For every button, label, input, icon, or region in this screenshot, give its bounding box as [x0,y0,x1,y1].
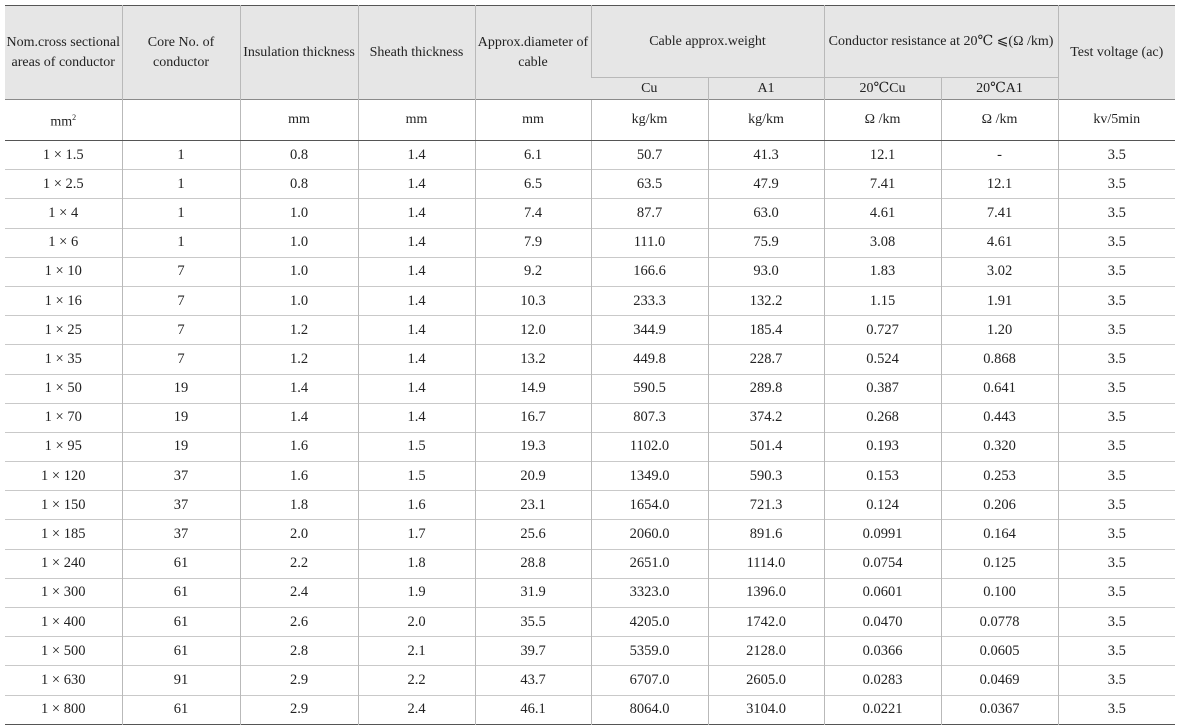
cell-res-al: 3.02 [941,257,1058,286]
table-row [5,491,1175,520]
cell-sheath: 1.7 [358,520,475,549]
cell-test-voltage: 3.5 [1058,695,1175,724]
cell-insulation: 1.0 [240,286,358,315]
cell-diameter: 6.1 [475,141,591,170]
cell-core-no: 1 [122,228,240,257]
cell-diameter: 12.0 [475,316,591,345]
cell-core-no: 1 [122,141,240,170]
cell-nom-cross: 1 × 400 [5,608,122,637]
cell-insulation: 1.2 [240,316,358,345]
cell-core-no: 61 [122,549,240,578]
cell-nom-cross: 1 × 800 [5,695,122,724]
cell-test-voltage: 3.5 [1058,257,1175,286]
cell-res-al: 0.206 [941,491,1058,520]
cell-weight-cu: 807.3 [591,403,708,432]
cell-insulation: 2.4 [240,578,358,607]
cell-weight-cu: 50.7 [591,141,708,170]
cell-res-cu: 1.83 [824,257,941,286]
cell-nom-cross: 1 × 16 [5,286,122,315]
cell-nom-cross: 1 × 6 [5,228,122,257]
cell-diameter: 20.9 [475,462,591,491]
cell-nom-cross: 1 × 10 [5,257,122,286]
cell-diameter: 10.3 [475,286,591,315]
cell-sheath: 1.4 [358,345,475,374]
cell-core-no: 7 [122,345,240,374]
cell-res-cu: 0.193 [824,432,941,461]
cell-diameter: 7.4 [475,199,591,228]
cell-nom-cross: 1 × 4 [5,199,122,228]
unit-voltage: kv/5min [1058,100,1175,141]
cell-sheath: 1.5 [358,432,475,461]
unit-weight-al: kg/km [708,100,824,141]
table-row [5,257,1175,286]
cell-insulation: 2.2 [240,549,358,578]
unit-insulation: mm [240,100,358,141]
unit-res-al: Ω /km [941,100,1058,141]
cell-res-cu: 0.153 [824,462,941,491]
cell-diameter: 28.8 [475,549,591,578]
cell-core-no: 7 [122,257,240,286]
cell-core-no: 61 [122,637,240,666]
cell-nom-cross: 1 × 1.5 [5,141,122,170]
cell-diameter: 7.9 [475,228,591,257]
cell-res-cu: 0.524 [824,345,941,374]
cell-nom-cross: 1 × 120 [5,462,122,491]
cell-weight-cu: 111.0 [591,228,708,257]
cable-spec-table-container [5,5,1175,725]
cell-res-cu: 4.61 [824,199,941,228]
cell-res-cu: 12.1 [824,141,941,170]
cell-diameter: 39.7 [475,637,591,666]
cell-res-al: 0.0778 [941,608,1058,637]
table-row [5,374,1175,403]
cell-weight-al: 721.3 [708,491,824,520]
cell-res-al: 0.164 [941,520,1058,549]
header-weight: Cable approx.weight [591,6,824,78]
table-row [5,170,1175,199]
cell-insulation: 0.8 [240,141,358,170]
cell-res-cu: 0.727 [824,316,941,345]
cell-weight-cu: 449.8 [591,345,708,374]
cell-res-al: 0.0469 [941,666,1058,695]
cell-sheath: 1.4 [358,228,475,257]
cell-test-voltage: 3.5 [1058,608,1175,637]
cell-nom-cross: 1 × 95 [5,432,122,461]
cell-test-voltage: 3.5 [1058,637,1175,666]
cell-core-no: 19 [122,432,240,461]
cell-insulation: 1.8 [240,491,358,520]
cell-insulation: 1.6 [240,432,358,461]
cell-nom-cross: 1 × 240 [5,549,122,578]
cell-res-al: 1.20 [941,316,1058,345]
cell-res-al: 0.0605 [941,637,1058,666]
cell-weight-cu: 1654.0 [591,491,708,520]
cell-nom-cross: 1 × 150 [5,491,122,520]
cell-test-voltage: 3.5 [1058,170,1175,199]
cell-core-no: 91 [122,666,240,695]
cell-weight-cu: 1349.0 [591,462,708,491]
cell-test-voltage: 3.5 [1058,432,1175,461]
cell-diameter: 19.3 [475,432,591,461]
table-body [5,141,1175,725]
cell-res-al: 0.320 [941,432,1058,461]
cell-res-al: 0.0367 [941,695,1058,724]
header-weight-cu: Cu [591,78,708,100]
cell-diameter: 9.2 [475,257,591,286]
cell-diameter: 35.5 [475,608,591,637]
cell-weight-al: 1114.0 [708,549,824,578]
cell-core-no: 1 [122,170,240,199]
cell-weight-cu: 166.6 [591,257,708,286]
cell-test-voltage: 3.5 [1058,345,1175,374]
cell-res-al: 7.41 [941,199,1058,228]
cell-weight-al: 501.4 [708,432,824,461]
cell-weight-cu: 233.3 [591,286,708,315]
cell-insulation: 2.0 [240,520,358,549]
cell-core-no: 19 [122,374,240,403]
cell-insulation: 1.6 [240,462,358,491]
cell-diameter: 31.9 [475,578,591,607]
cell-res-al: 12.1 [941,170,1058,199]
cell-res-al: 0.868 [941,345,1058,374]
table-header [5,6,1175,141]
cell-sheath: 1.4 [358,403,475,432]
table-row [5,549,1175,578]
cell-sheath: 2.4 [358,695,475,724]
cell-weight-al: 590.3 [708,462,824,491]
units-row [5,100,1175,141]
cell-nom-cross: 1 × 2.5 [5,170,122,199]
cell-res-cu: 0.0366 [824,637,941,666]
cell-diameter: 43.7 [475,666,591,695]
cell-diameter: 25.6 [475,520,591,549]
cell-weight-cu: 6707.0 [591,666,708,695]
unit-weight-cu: kg/km [591,100,708,141]
cell-core-no: 7 [122,316,240,345]
cell-res-al: 0.100 [941,578,1058,607]
cell-res-al: 0.641 [941,374,1058,403]
cell-weight-al: 891.6 [708,520,824,549]
unit-area-sup: 2 [72,112,77,122]
cell-nom-cross: 1 × 70 [5,403,122,432]
header-nom-cross: Nom.cross sectional areas of conductor [5,6,122,100]
cell-test-voltage: 3.5 [1058,520,1175,549]
cell-test-voltage: 3.5 [1058,462,1175,491]
cell-res-al: 4.61 [941,228,1058,257]
cell-weight-cu: 344.9 [591,316,708,345]
cell-weight-cu: 590.5 [591,374,708,403]
header-sheath: Sheath thickness [358,6,475,100]
cell-weight-al: 228.7 [708,345,824,374]
header-insulation: Insulation thickness [240,6,358,100]
cell-weight-al: 2605.0 [708,666,824,695]
table-row [5,316,1175,345]
header-res-al: 20℃A1 [941,78,1058,100]
unit-diameter: mm [475,100,591,141]
cell-weight-al: 132.2 [708,286,824,315]
cell-nom-cross: 1 × 500 [5,637,122,666]
cell-weight-al: 3104.0 [708,695,824,724]
cell-diameter: 16.7 [475,403,591,432]
cell-insulation: 1.0 [240,199,358,228]
cell-sheath: 1.4 [358,316,475,345]
cell-weight-al: 185.4 [708,316,824,345]
cell-core-no: 37 [122,520,240,549]
cell-insulation: 1.0 [240,257,358,286]
cell-weight-cu: 8064.0 [591,695,708,724]
unit-area-base: mm [50,114,73,130]
table-row [5,345,1175,374]
cell-weight-al: 1742.0 [708,608,824,637]
cell-test-voltage: 3.5 [1058,141,1175,170]
cell-test-voltage: 3.5 [1058,666,1175,695]
cell-diameter: 23.1 [475,491,591,520]
cell-test-voltage: 3.5 [1058,549,1175,578]
cell-core-no: 19 [122,403,240,432]
cell-sheath: 1.4 [358,257,475,286]
cell-res-cu: 0.0283 [824,666,941,695]
cell-insulation: 1.4 [240,374,358,403]
cell-test-voltage: 3.5 [1058,578,1175,607]
cell-res-cu: 0.387 [824,374,941,403]
cell-core-no: 61 [122,578,240,607]
table-row [5,141,1175,170]
cell-core-no: 37 [122,491,240,520]
cell-res-cu: 0.0470 [824,608,941,637]
cell-sheath: 1.8 [358,549,475,578]
cell-test-voltage: 3.5 [1058,286,1175,315]
header-core-no: Core No. of conductor [122,6,240,100]
table-row [5,637,1175,666]
cell-weight-cu: 5359.0 [591,637,708,666]
cell-diameter: 46.1 [475,695,591,724]
cell-test-voltage: 3.5 [1058,374,1175,403]
cell-res-cu: 1.15 [824,286,941,315]
cell-res-cu: 0.0754 [824,549,941,578]
cell-res-al: 0.125 [941,549,1058,578]
table-row [5,520,1175,549]
cell-insulation: 1.0 [240,228,358,257]
cell-test-voltage: 3.5 [1058,199,1175,228]
unit-core [122,100,240,141]
cell-weight-cu: 3323.0 [591,578,708,607]
cell-sheath: 2.1 [358,637,475,666]
cell-insulation: 2.8 [240,637,358,666]
cell-sheath: 1.5 [358,462,475,491]
cell-weight-cu: 4205.0 [591,608,708,637]
cell-res-al: 0.443 [941,403,1058,432]
cell-weight-al: 93.0 [708,257,824,286]
cell-res-cu: 3.08 [824,228,941,257]
cell-weight-al: 63.0 [708,199,824,228]
cell-res-al: - [941,141,1058,170]
table-row [5,666,1175,695]
cell-nom-cross: 1 × 630 [5,666,122,695]
cell-weight-al: 1396.0 [708,578,824,607]
cell-res-cu: 0.0221 [824,695,941,724]
cell-weight-al: 374.2 [708,403,824,432]
cell-res-cu: 7.41 [824,170,941,199]
table-row [5,578,1175,607]
cell-sheath: 1.6 [358,491,475,520]
cell-core-no: 1 [122,199,240,228]
cell-insulation: 2.6 [240,608,358,637]
unit-sheath: mm [358,100,475,141]
cell-sheath: 1.4 [358,286,475,315]
header-resistance: Conductor resistance at 20℃ ⩽(Ω /km) [824,6,1058,78]
cell-sheath: 1.4 [358,141,475,170]
cell-sheath: 1.9 [358,578,475,607]
cell-weight-al: 47.9 [708,170,824,199]
cell-test-voltage: 3.5 [1058,403,1175,432]
cell-res-cu: 0.0601 [824,578,941,607]
cell-test-voltage: 3.5 [1058,491,1175,520]
cell-res-al: 1.91 [941,286,1058,315]
cell-weight-cu: 1102.0 [591,432,708,461]
cell-weight-al: 41.3 [708,141,824,170]
cell-sheath: 1.4 [358,374,475,403]
cell-nom-cross: 1 × 185 [5,520,122,549]
table-row [5,432,1175,461]
cell-res-al: 0.253 [941,462,1058,491]
cell-core-no: 61 [122,608,240,637]
header-res-cu: 20℃Cu [824,78,941,100]
cell-diameter: 6.5 [475,170,591,199]
cell-insulation: 2.9 [240,695,358,724]
cell-diameter: 13.2 [475,345,591,374]
cell-sheath: 1.4 [358,199,475,228]
cell-nom-cross: 1 × 25 [5,316,122,345]
table-row [5,199,1175,228]
cell-test-voltage: 3.5 [1058,228,1175,257]
cell-weight-al: 75.9 [708,228,824,257]
cell-res-cu: 0.124 [824,491,941,520]
cell-weight-al: 289.8 [708,374,824,403]
cell-core-no: 37 [122,462,240,491]
cell-nom-cross: 1 × 50 [5,374,122,403]
table-row [5,695,1175,724]
cell-weight-al: 2128.0 [708,637,824,666]
cell-diameter: 14.9 [475,374,591,403]
table-row [5,228,1175,257]
table-row [5,462,1175,491]
table-row [5,608,1175,637]
cell-res-cu: 0.268 [824,403,941,432]
cell-insulation: 0.8 [240,170,358,199]
cell-weight-cu: 87.7 [591,199,708,228]
cell-insulation: 1.4 [240,403,358,432]
cell-weight-cu: 2060.0 [591,520,708,549]
table-row [5,286,1175,315]
cell-core-no: 61 [122,695,240,724]
unit-area [5,100,122,141]
cable-spec-table [5,5,1175,725]
cell-sheath: 2.2 [358,666,475,695]
table-row [5,403,1175,432]
header-weight-al: A1 [708,78,824,100]
cell-nom-cross: 1 × 300 [5,578,122,607]
cell-weight-cu: 63.5 [591,170,708,199]
cell-test-voltage: 3.5 [1058,316,1175,345]
cell-sheath: 1.4 [358,170,475,199]
header-diameter: Approx.diameter of cable [475,6,591,100]
header-test-voltage: Test voltage (ac) [1058,6,1175,100]
unit-res-cu: Ω /km [824,100,941,141]
cell-nom-cross: 1 × 35 [5,345,122,374]
cell-weight-cu: 2651.0 [591,549,708,578]
cell-insulation: 1.2 [240,345,358,374]
cell-core-no: 7 [122,286,240,315]
cell-insulation: 2.9 [240,666,358,695]
cell-res-cu: 0.0991 [824,520,941,549]
cell-sheath: 2.0 [358,608,475,637]
